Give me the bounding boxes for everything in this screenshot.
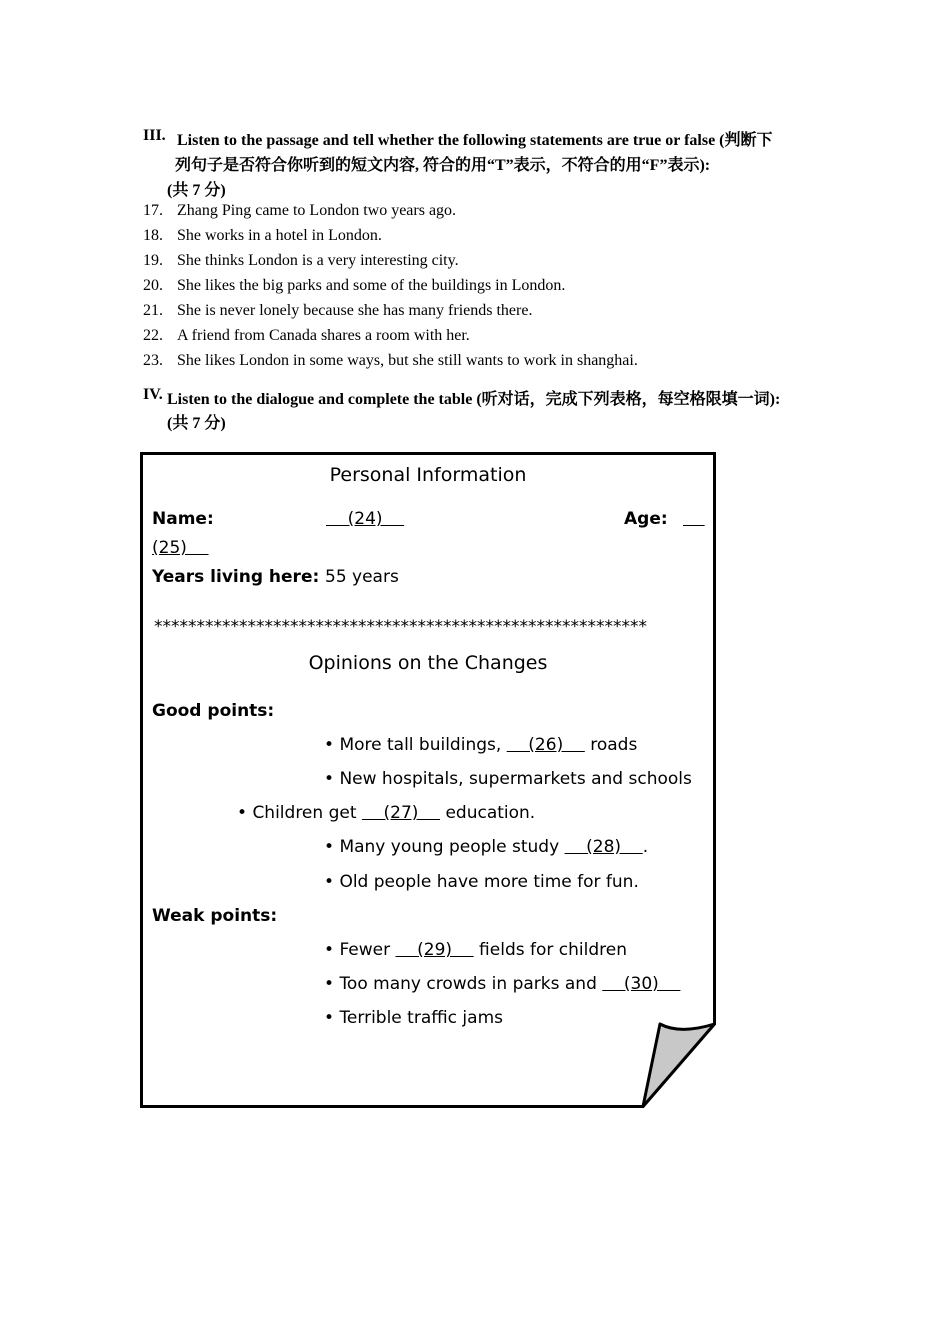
section-3-instruction-line1: Listen to the passage and tell whether the following statements are true or false (判断下 xyxy=(177,132,773,149)
good-point-4: • Many young people study (28) . xyxy=(324,837,649,857)
question-text: She is never lonely because she has many friends there. xyxy=(177,302,533,319)
bullet-icon: • xyxy=(324,940,335,960)
bullet-icon: • xyxy=(324,735,335,755)
section-3-number: III. xyxy=(143,127,166,144)
card-title-personal-info: Personal Information xyxy=(329,464,527,486)
weak-points-label: Weak points: xyxy=(152,906,278,926)
question-number: 19. xyxy=(143,252,163,269)
blank-29: (29) xyxy=(395,940,474,960)
bullet-icon: • xyxy=(324,837,335,857)
question-number: 23. xyxy=(143,352,163,369)
blank-24: (24) xyxy=(326,509,405,529)
question-text: She thinks London is a very interesting city. xyxy=(177,252,459,269)
question-text: Zhang Ping came to London two years ago. xyxy=(177,202,457,219)
good-point-5: • Old people have more time for fun. xyxy=(324,872,639,892)
section-4-instruction-line1: Listen to the dialogue and complete the table (听对话，完成下列表格，每空格限填一词): xyxy=(167,391,781,408)
good-point-1: • More tall buildings, (26) roads xyxy=(324,735,638,755)
section-4-score: (共 7 分) xyxy=(167,415,226,432)
bullet-icon: • xyxy=(324,1008,335,1028)
card-title-opinions: Opinions on the Changes xyxy=(308,652,548,674)
question-text: She likes the big parks and some of the buildings in London. xyxy=(177,277,566,294)
question-number: 17. xyxy=(143,202,163,219)
section-4-number: IV. xyxy=(143,386,163,403)
bullet-icon: • xyxy=(324,872,335,892)
blank-30: (30) xyxy=(602,974,681,994)
good-points-label: Good points: xyxy=(152,701,275,721)
blank-25: (25) xyxy=(152,538,209,558)
blank-26: (26) xyxy=(506,735,585,755)
blank-27: (27) xyxy=(361,803,441,823)
good-point-3: • Children get (27) education. xyxy=(237,803,536,823)
question-text: She likes London in some ways, but she still wants to work in shanghai. xyxy=(177,352,638,369)
weak-point-1: • Fewer (29) fields for children xyxy=(324,940,627,960)
blank-28: (28) xyxy=(564,837,643,857)
section-3-instruction-line2: 列句子是否符合你听到的短文内容, 符合的用“T”表示，不符合的用“F”表示): xyxy=(175,157,711,174)
question-number: 18. xyxy=(143,227,163,244)
question-number: 20. xyxy=(143,277,163,294)
name-label: Name: xyxy=(152,509,214,529)
age-label: Age: xyxy=(624,509,668,529)
years-living-value: 55 years xyxy=(325,567,399,587)
bullet-icon: • xyxy=(324,974,335,994)
good-point-2: • New hospitals, supermarkets and schools xyxy=(324,769,692,789)
question-text: A friend from Canada shares a room with her. xyxy=(177,327,470,344)
years-living-label: Years living here: xyxy=(152,567,320,587)
bullet-icon: • xyxy=(324,769,335,789)
personal-info-card xyxy=(140,452,716,1106)
weak-point-3: • Terrible traffic jams xyxy=(324,1008,503,1028)
question-number: 21. xyxy=(143,302,163,319)
weak-point-2: • Too many crowds in parks and (30) xyxy=(324,974,681,994)
bullet-icon: • xyxy=(237,803,248,823)
question-number: 22. xyxy=(143,327,163,344)
question-text: She works in a hotel in London. xyxy=(177,227,382,244)
blank-25-start xyxy=(683,509,705,529)
section-3-score: (共 7 分) xyxy=(167,182,226,199)
divider-stars: ********************************************************** xyxy=(154,617,647,637)
